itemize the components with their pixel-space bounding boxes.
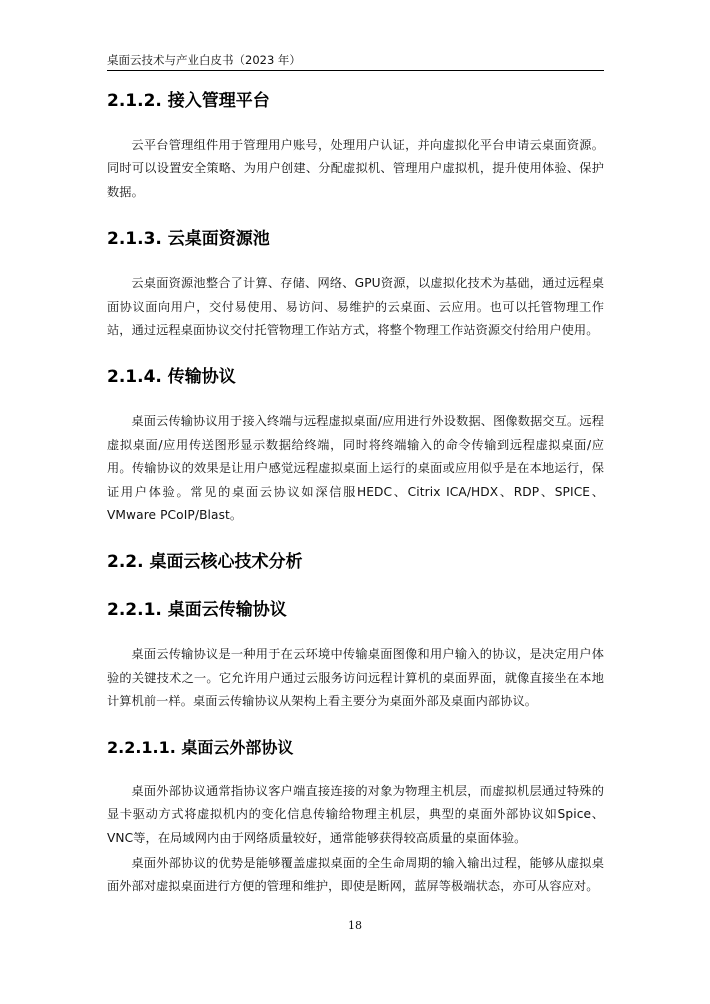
section-heading-2-2: 2.2. 桌面云核心技术分析 [107, 552, 303, 573]
paragraph: 云平台管理组件用于管理用户账号，处理用户认证，并向虚拟化平台申请云桌面资源。同时可以设置安全策略、为用户创建、分配虚拟机、管理用户虚拟机，提升使用体验、保护数据。 [107, 138, 604, 199]
running-header: 桌面云技术与产业白皮书（2023 年） [107, 53, 301, 67]
section-heading-2-2-1-1: 2.2.1.1. 桌面云外部协议 [107, 737, 294, 757]
header-divider [107, 70, 604, 71]
section-heading-2-1-4: 2.1.4. 传输协议 [107, 367, 236, 388]
page-number: 18 [348, 919, 362, 932]
paragraph: 云桌面资源池整合了计算、存储、网络、GPU资源，以虚拟化技术为基础，通过远程桌面协议面向用户，交付易使用、易访问、易维护的云桌面、云应用。也可以托管物理工作站，通过远程桌面协议交付托管物理工作站方式，将整个物理工作站资源交付给用户使用。 [107, 276, 604, 338]
section-heading-2-1-2: 2.1.2. 接入管理平台 [107, 91, 270, 111]
paragraph: 桌面云传输协议是一种用于在云环境中传输桌面图像和用户输入的协议，是决定用户体验的关键技术之一。它允许用户通过云服务访问远程计算机的桌面界面，就像直接坐在本地计算机前一样。桌面云传输协议从架构上看主要分为桌面外部及桌面内部协议。 [107, 647, 604, 709]
page-content [107, 88, 604, 899]
section-heading-2-1-3: 2.1.3. 云桌面资源池 [107, 229, 270, 250]
paragraph: 桌面外部协议通常指协议客户端直接连接的对象为物理主机层，而虚拟机层通过特殊的显卡驱动方式将虚拟机内的变化信息传输给物理主机层，典型的桌面外部协议如Spice、VNC等，在局域网内由于网络质量较好，通常能够获得较高质量的桌面体验。 [107, 783, 604, 845]
section-heading-2-2-1: 2.2.1. 桌面云传输协议 [107, 600, 287, 621]
paragraph: 桌面外部协议的优势是能够覆盖虚拟桌面的全生命周期的输入输出过程，能够从虚拟桌面外部对虚拟桌面进行方便的管理和维护，即使是断网，蓝屏等极端状态，亦可从容应对。 [107, 855, 604, 894]
paragraph: 桌面云传输协议用于接入终端与远程虚拟桌面/应用进行外设数据、图像数据交互。远程虚拟桌面/应用传送图形显示数据给终端，同时将终端输入的命令传输到远程虚拟桌面/应用。传输协议的效果是让用户感觉远程虚拟桌面上运行的桌面或应用似乎是在本地运行，保证用户体验。常见的桌面云协议如深信服HEDC、Citrix ICA/HDX、RDP、SPICE、VMware PCoIP/Blast。 [107, 414, 604, 523]
